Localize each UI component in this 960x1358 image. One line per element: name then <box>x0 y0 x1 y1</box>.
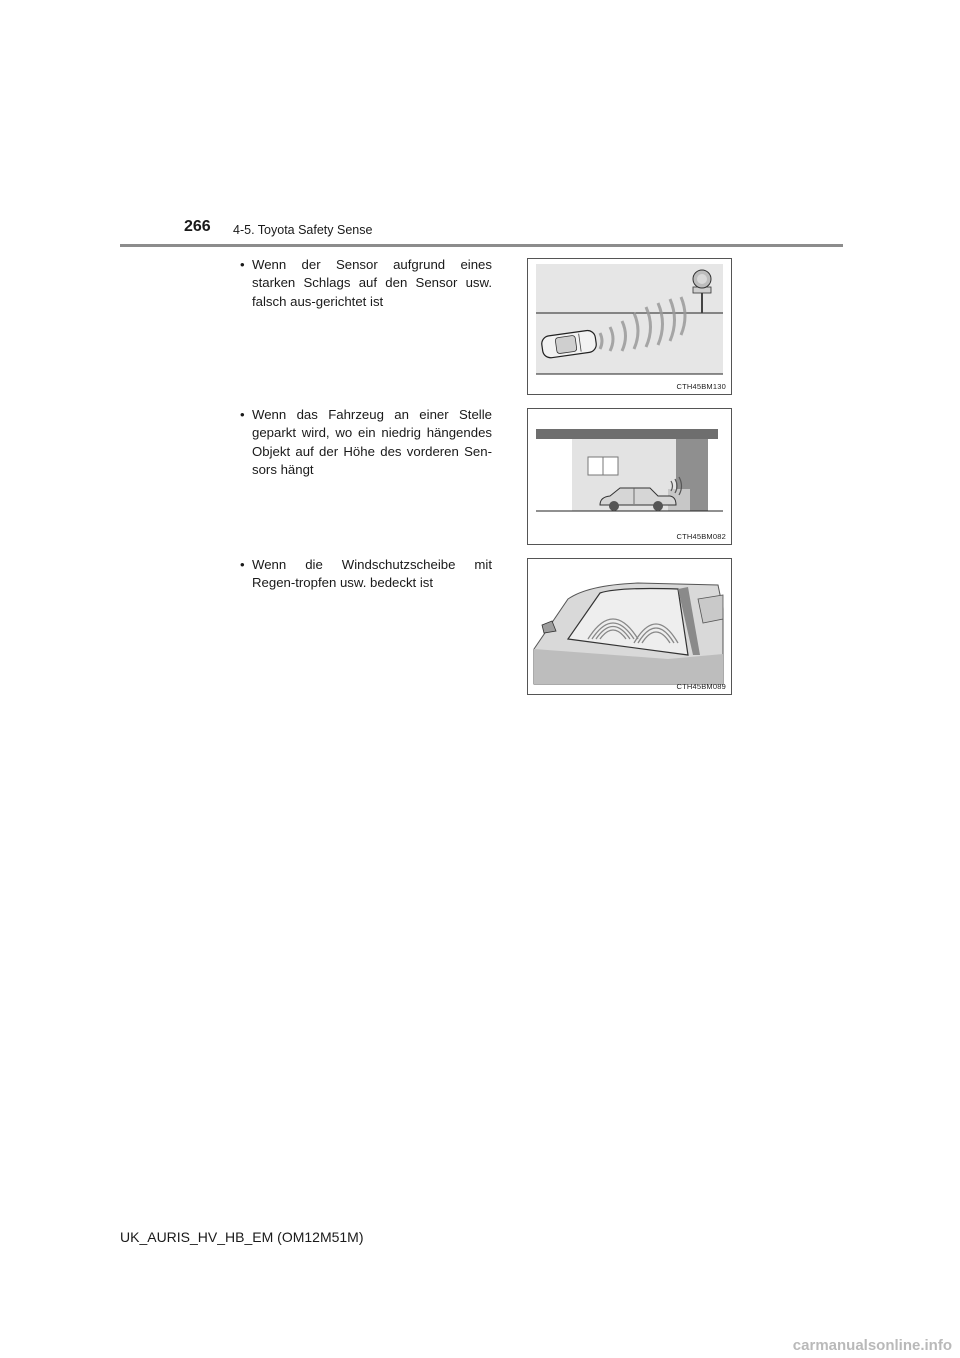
misaligned-sensor-illustration <box>528 259 731 394</box>
windshield-illustration <box>528 559 731 694</box>
list-item <box>240 556 492 593</box>
header-divider <box>120 244 843 247</box>
figure-low-hanging-object <box>527 408 732 545</box>
bullet-icon: • <box>240 257 245 272</box>
bullet-icon: • <box>240 407 245 422</box>
garage-illustration <box>528 409 731 544</box>
figure-code: CTH45BM089 <box>676 682 726 691</box>
section-title: 4-5. Toyota Safety Sense <box>233 223 373 237</box>
watermark: carmanualsonline.info <box>792 1337 952 1354</box>
list-item <box>240 406 492 480</box>
bullet-icon: • <box>240 557 245 572</box>
list-item <box>240 256 492 311</box>
page-number: 266 <box>184 218 211 235</box>
figure-misaligned-sensor <box>527 258 732 395</box>
list-item-text: Wenn das Fahrzeug an einer Stelle geparkt wird, wo ein niedrig hängendes Objekt auf der Höhe des vorderen Sen-sors hängt <box>252 407 492 478</box>
figure-code: CTH45BM082 <box>676 532 726 541</box>
list-item-text: Wenn die Windschutzscheibe mit Regen-tropfen usw. bedeckt ist <box>252 557 492 591</box>
figure-code: CTH45BM130 <box>676 382 726 391</box>
list-item-text: Wenn der Sensor aufgrund eines starken Schlags auf den Sensor usw. falsch aus-gerichtet ist <box>252 257 492 309</box>
document-id: UK_AURIS_HV_HB_EM (OM12M51M) <box>120 1229 364 1245</box>
figure-windshield-rain <box>527 558 732 695</box>
